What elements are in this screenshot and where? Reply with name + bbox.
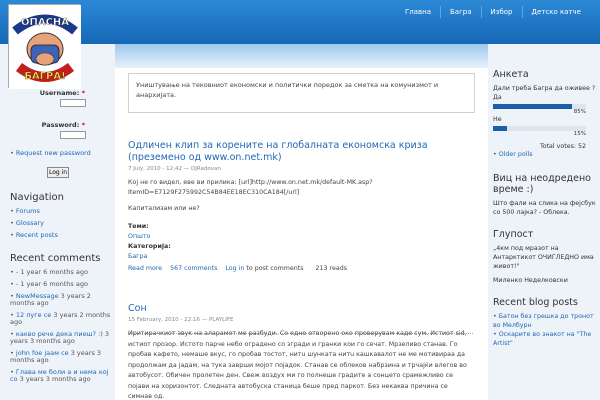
post-body: Иритирачкиот звук на аларамот ме разбуди. Со едно отворено око проверувам каде сум. Истиот sid, истиот прозор. Истото парче небо оградено со згради и гранки кои го сечат. Мрзеливо станав. Го пробав кафето, немаше вкус, го пробав тостот, нитu шунката нитu кашкавалот не ме мотивираа да продолжам да јадам, на тука заврши мојот појадок. Станав се облеков набрзина и трчајќи влегов во автобусот. Обичен пролетен ден. Свеж воздух ми го полнеше градите а сонцето срамежливо се појави на хоризонтот. Следната автобуска станица беше пред паркот. Без некаква причина се симнав од. (128, 330, 467, 400)
stupidity-quote: „4км под мразот на Антарктикот ОЧИГЛЕДНО има живот!" (493, 245, 594, 270)
right-sidebar (488, 44, 600, 400)
comment-item: • - 1 year 6 months ago (10, 281, 115, 288)
recent-blog-heading: Recent blog posts (493, 297, 578, 308)
post-meta: 15 February, 2010 - 22:16 — PLAYLIFE (128, 317, 234, 323)
recent-comments-heading: Recent comments (10, 253, 101, 264)
post-theme-link[interactable]: Општо (128, 233, 151, 240)
post-links: Read more 567 comments Log in to post comments 213 reads (128, 265, 348, 272)
post-reads: 213 reads (315, 265, 348, 272)
login-button[interactable]: Log in (48, 169, 68, 176)
poll-bar-fill (493, 126, 507, 131)
comment-item: • Глава ме боли а и нема кој со 3 years 3 months ago (10, 369, 115, 383)
login-to-post-link[interactable]: Log in (225, 265, 245, 272)
main-content (115, 44, 488, 400)
svg-text:ОПАСНА: ОПАСНА (20, 17, 70, 28)
post-category-link[interactable]: Багра (128, 253, 148, 260)
comment-item: • какво рече дека пиеш? :) 3 years 3 months ago (10, 331, 115, 345)
poll-percent: 85% (573, 109, 586, 115)
username-input[interactable] (60, 99, 86, 107)
poll-heading: Анкета (493, 69, 529, 80)
username-label: Username: * (39, 89, 85, 97)
poll-total-votes: Total votes: 52 (539, 143, 586, 150)
site-logo[interactable] (8, 4, 80, 88)
primary-nav (396, 6, 590, 18)
post-title[interactable]: Одличен клип за корените на глобалната економска криза (преземено од www.on.net.mk) (128, 140, 428, 163)
blog-post-link[interactable]: Оскарите во знакот на "The Artist" (493, 331, 592, 347)
comment-item: • john foe јаам се 3 years 3 months ago (10, 350, 115, 364)
post-taxonomy: Теми: Општо Категорија: Багра (128, 223, 171, 260)
post-meta: 7 July, 2010 - 12:42 — DJRadovan (128, 166, 221, 172)
comments-link[interactable]: 567 comments (170, 265, 218, 272)
nav-bagra[interactable]: Багра (440, 6, 481, 18)
logo-image (9, 5, 81, 89)
nav-home[interactable]: Главна (404, 8, 431, 16)
header (0, 0, 600, 44)
password-label: Password: * (41, 121, 85, 129)
stupidity-heading: Глупост (493, 229, 534, 240)
poll-bar (493, 104, 586, 109)
older-polls-link[interactable]: Older polls (498, 151, 533, 158)
main-top-band (115, 44, 488, 68)
poll-bar-fill (493, 104, 572, 109)
password-input[interactable] (60, 131, 86, 139)
svg-text:БАГРА!: БАГРА! (24, 71, 66, 82)
site-mission: Уништување на тековниот економски и политички поредок за сметка на комунизмот и анархијата. (128, 73, 475, 113)
post-title[interactable]: Сон (128, 303, 147, 314)
nav-link-forums[interactable]: Forums (15, 207, 40, 215)
comment-item: • 12 луге се 3 years 2 months ago (10, 312, 115, 326)
poll-option-label: Не (493, 116, 502, 123)
post-body-question: Капитализам или не? (128, 205, 200, 212)
poll-bar (493, 126, 586, 131)
post-body: Кој не го видел, еве ви прилика: [url]http://www.on.net.mk/default-MK.asp?ItemID=E7129F275992C54B84EE18EC310CA184[/url] (128, 179, 373, 196)
post (128, 303, 473, 400)
joke-text: Што фали на слика на фејсбук со 500 лајка? - Облека. (493, 200, 596, 216)
nav-link-glossary[interactable]: Glossary (15, 219, 45, 227)
comment-item: • NewMessage 3 years 2 months ago (10, 293, 115, 307)
read-more-link[interactable]: Read more (128, 265, 163, 272)
comment-item: • - 1 year 6 months ago (10, 269, 115, 276)
left-sidebar (0, 44, 115, 400)
blog-post-link[interactable]: Батон без грешка до тронот во Мелбурн (493, 313, 594, 329)
poll-percent: 15% (573, 131, 586, 137)
stupidity-author: Миленко Неделковски (493, 277, 568, 284)
poll-question: Дали треба Багра да оживее ? (493, 85, 596, 92)
request-password-link[interactable]: • Request new password (10, 149, 115, 157)
post (128, 140, 473, 272)
poll-option-label: Да (493, 94, 502, 101)
joke-heading: Виц на неодредено време :) (493, 173, 591, 195)
nav-kids-corner[interactable]: Детско катче (522, 6, 590, 18)
navigation-heading: Navigation (10, 192, 64, 203)
nav-link-recent-posts[interactable]: Recent posts (15, 231, 58, 239)
nav-izbor[interactable]: Избор (481, 6, 522, 18)
